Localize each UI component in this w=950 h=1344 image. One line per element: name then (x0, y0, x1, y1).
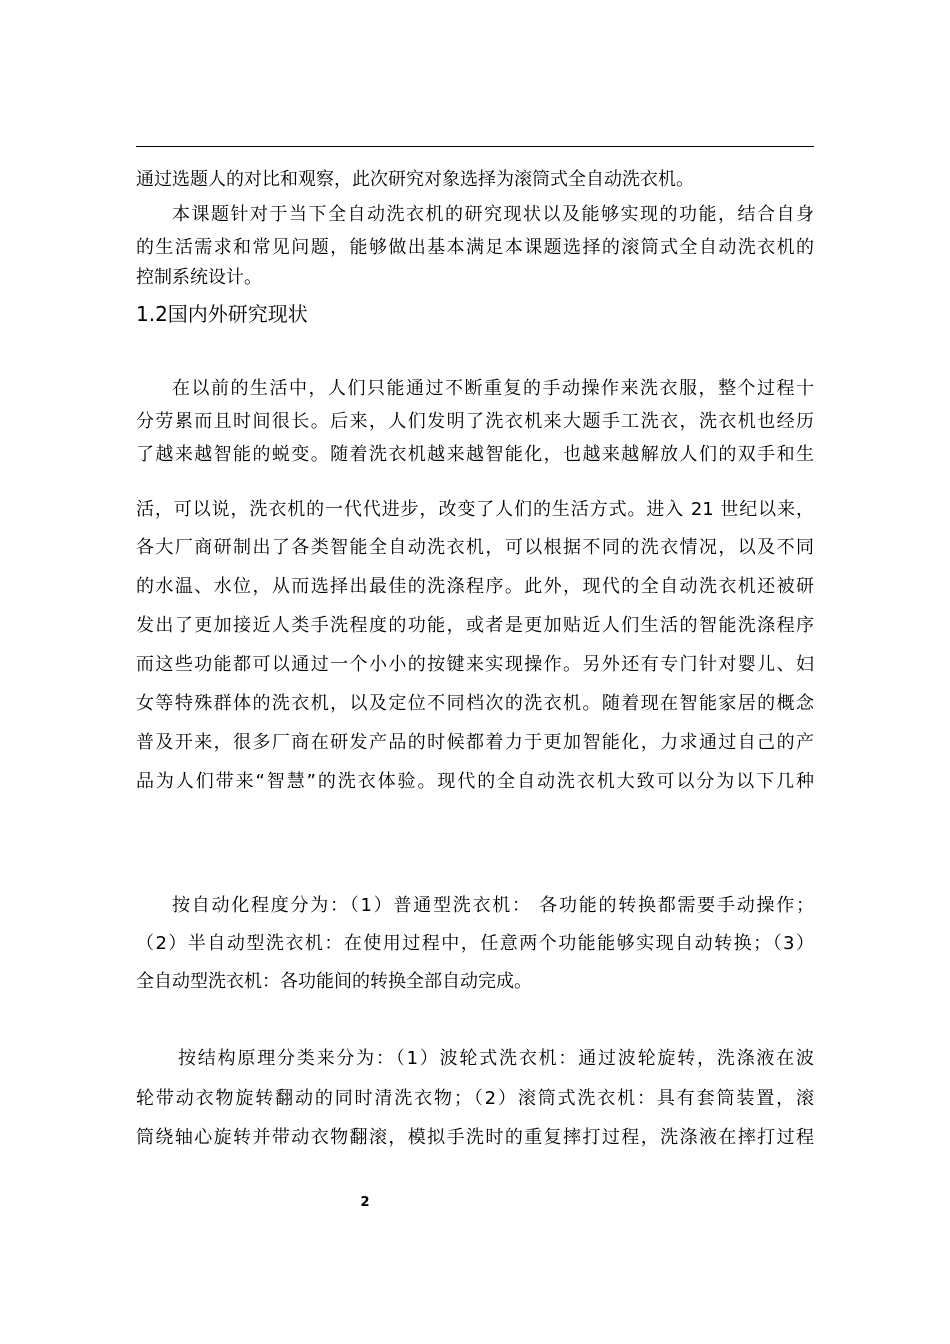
text-line: 品为人们带来“智慧”的洗衣体验。现代的全自动洗衣机大致可以分为以下几种 (136, 771, 814, 792)
header-rule (136, 146, 814, 147)
text-line: 筒绕轴心旋转并带动衣物翻滚，模拟手洗时的重复摔打过程，洗涤液在摔打过程 (136, 1127, 814, 1148)
text-line: 通过选题人的对比和观察，此次研究对象选择为滚筒式全自动洗衣机。 (136, 169, 694, 190)
text-line: 了越来越智能的蜕变。随着洗衣机越来越智能化，也越来越解放人们的双手和生 (136, 444, 814, 465)
text-line: 轮带动衣物旋转翻动的同时清洗衣物；（2）滚筒式洗衣机：具有套筒装置，滚 (136, 1088, 814, 1109)
text-line: 按自动化程度分为：（1）普通型洗衣机： 各功能的转换都需要手动操作； (172, 895, 814, 916)
text-line: 的生活需求和常见问题，能够做出基本满足本课题选择的滚筒式全自动洗衣机的 (136, 237, 814, 258)
text-line: 控制系统设计。 (136, 267, 262, 288)
text-line: 的水温、水位，从而选择出最佳的洗涤程序。此外，现代的全自动洗衣机还被研 (136, 576, 814, 597)
page-number: 2 (360, 1195, 370, 1210)
text-line: 各大厂商研制出了各类智能全自动洗衣机，可以根据不同的洗衣情况，以及不同 (136, 537, 814, 558)
text-line: 在以前的生活中，人们只能通过不断重复的手动操作来洗衣服，整个过程十 (172, 378, 814, 399)
text-line: 按结构原理分类来分为：（1）波轮式洗衣机：通过波轮旋转，洗涤液在波 (178, 1048, 814, 1069)
text-line: 活，可以说，洗衣机的一代代进步，改变了人们的生活方式。进入 21 世纪以来， (136, 499, 814, 520)
text-line: 本课题针对于当下全自动洗衣机的研究现状以及能够实现的功能，结合自身 (172, 204, 814, 225)
section-heading: 1.2国内外研究现状 (136, 302, 308, 326)
text-line: 女等特殊群体的洗衣机，以及定位不同档次的洗衣机。随着现在智能家居的概念 (136, 693, 814, 714)
text-line: 而这些功能都可以通过一个小小的按键来实现操作。另外还有专门针对婴儿、妇 (136, 654, 814, 675)
text-line: 全自动型洗衣机：各功能间的转换全部自动完成。 (136, 971, 532, 992)
text-line: 发出了更加接近人类手洗程度的功能，或者是更加贴近人们生活的智能洗涤程序 (136, 615, 814, 636)
text-line: 分劳累而且时间很长。后来，人们发明了洗衣机来大题手工洗衣，洗衣机也经历 (136, 411, 814, 432)
text-line: 普及开来，很多厂商在研发产品的时候都着力于更加智能化，力求通过自己的产 (136, 732, 814, 753)
text-line: （2）半自动型洗衣机：在使用过程中，任意两个功能能够实现自动转换；（3） (136, 933, 814, 954)
